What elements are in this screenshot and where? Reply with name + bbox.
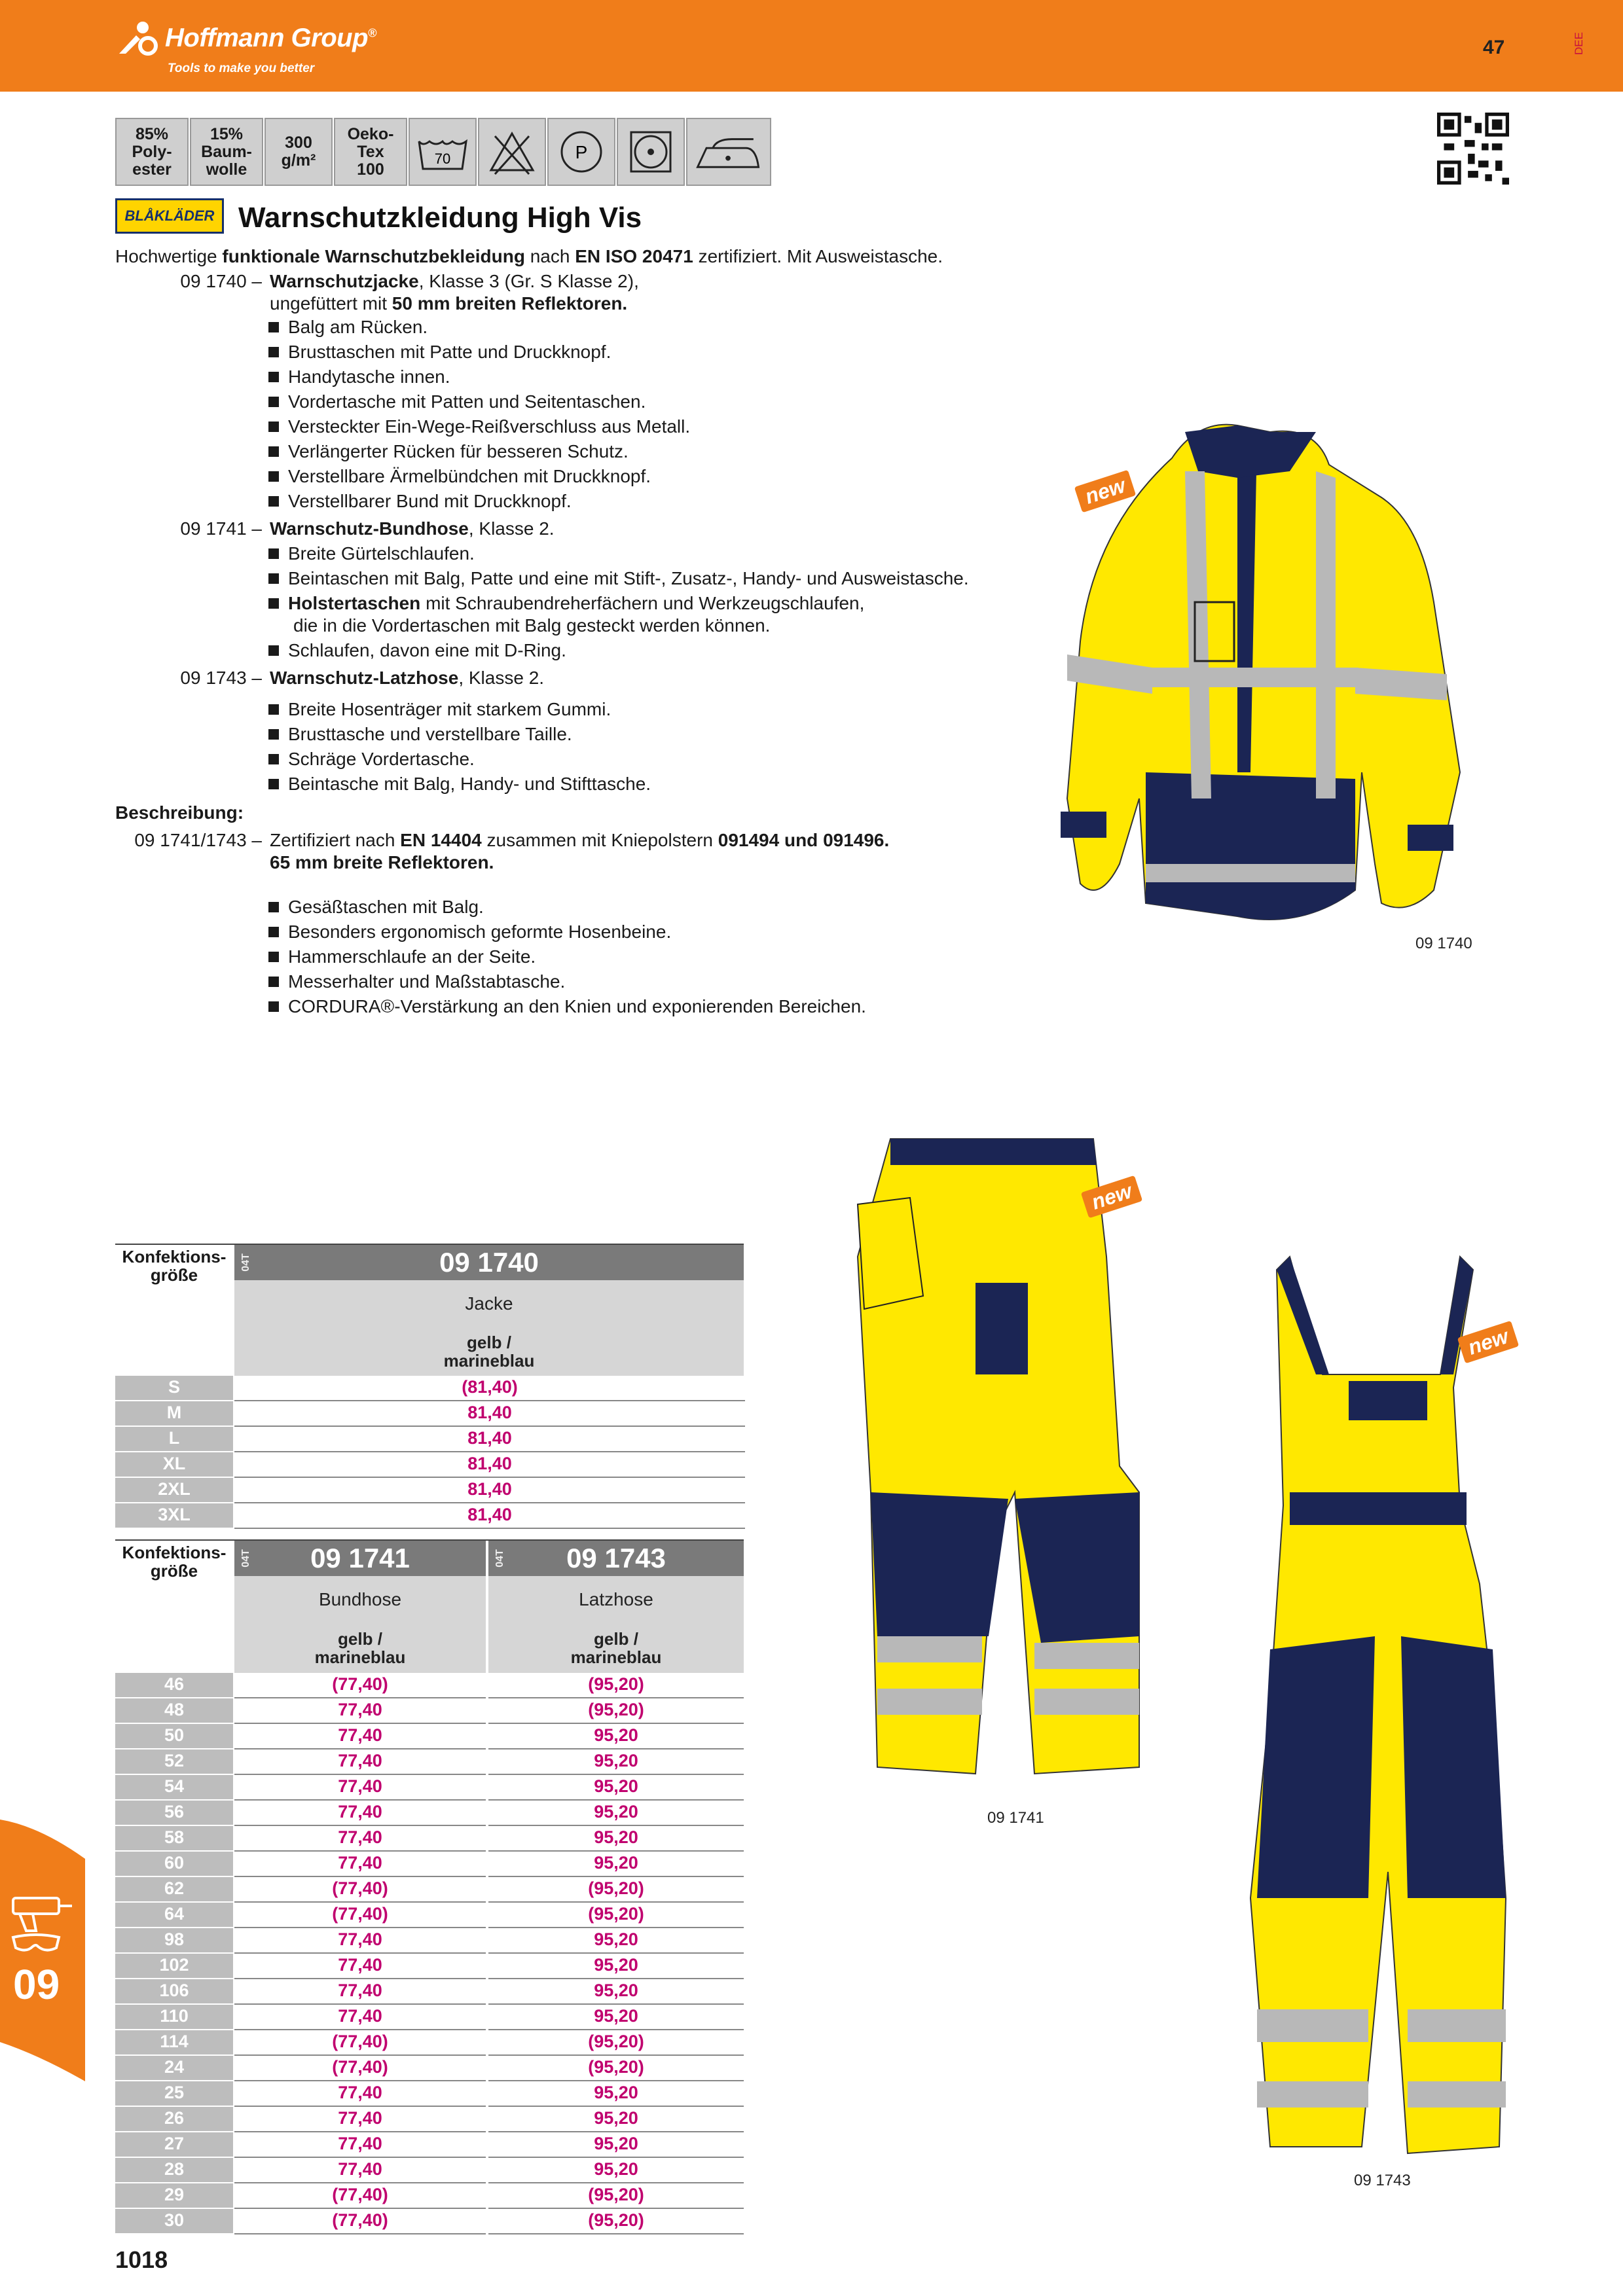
price-cell-latzhose: 95,20 [488, 1775, 744, 1801]
table-row [115, 2107, 744, 2132]
table-row [115, 2158, 744, 2183]
price-cell-bundhose: 77,40 [234, 1749, 486, 1775]
size-cell: 62 [115, 1877, 233, 1903]
table-row [115, 1478, 745, 1503]
feature-bullet: Verstellbarer Bund mit Druckknopf. [268, 490, 572, 512]
size-cell: L [115, 1427, 233, 1452]
section-tab [0, 1820, 85, 2081]
table2-type-header-b: Latzhose [488, 1576, 744, 1623]
size-cell: XL [115, 1452, 233, 1478]
price-cell-bundhose: 77,40 [234, 2132, 486, 2158]
price-cell-bundhose: 77,40 [234, 1852, 486, 1877]
price-cell-latzhose: (95,20) [488, 2209, 744, 2234]
svg-text:70: 70 [434, 151, 451, 167]
price-cell-latzhose: 95,20 [488, 2005, 744, 2030]
table-row [115, 1452, 745, 1478]
size-cell: 60 [115, 1852, 233, 1877]
price-cell-latzhose: (95,20) [488, 2183, 744, 2209]
feature-bullet: Handytasche innen. [268, 366, 450, 388]
table-row [115, 2081, 744, 2107]
material-oekotex: Oeko- Tex 100 [334, 118, 407, 186]
price-cell-bundhose: (77,40) [234, 2183, 486, 2209]
price-cell-latzhose: (95,20) [488, 1877, 744, 1903]
price-cell-latzhose: 95,20 [488, 1852, 744, 1877]
table1-size-label: Konfektions- größe [122, 1247, 227, 1285]
price-cell: 81,40 [234, 1427, 745, 1452]
item-code: 09 1740 – [180, 271, 262, 291]
price-cell: 81,40 [234, 1478, 745, 1503]
size-cell: 54 [115, 1775, 233, 1801]
price-cell-latzhose: 95,20 [488, 1826, 744, 1852]
price-cell-latzhose: 95,20 [488, 1724, 744, 1749]
size-cell: 3XL [115, 1503, 233, 1529]
price-cell-bundhose: (77,40) [234, 1903, 486, 1928]
table2-size-label: Konfektions- größe [122, 1543, 227, 1581]
price-cell-bundhose: 77,40 [234, 1724, 486, 1749]
feature-bullet: Holstertaschen mit Schraubendreherfächern und Werkzeugschlaufen, [268, 592, 864, 615]
price-cell: 81,40 [234, 1452, 745, 1478]
tumble-dry-icon [617, 118, 685, 186]
table-row [115, 1698, 744, 1724]
feature-bullet: Balg am Rücken. [268, 316, 428, 338]
table-row [115, 1877, 744, 1903]
size-cell: 106 [115, 1979, 233, 2005]
price-cell-latzhose: 95,20 [488, 1979, 744, 2005]
size-cell: 27 [115, 2132, 233, 2158]
new-badge: new [1074, 470, 1137, 513]
table-row [115, 1427, 745, 1452]
price-cell-latzhose: 95,20 [488, 2081, 744, 2107]
price-cell-bundhose: 77,40 [234, 1801, 486, 1826]
price-cell-latzhose: 95,20 [488, 1801, 744, 1826]
table2-article-header-b: 04T 09 1743 [488, 1541, 744, 1576]
price-cell-bundhose: 77,40 [234, 1826, 486, 1852]
feature-bullet: Verstellbare Ärmelbündchen mit Druckknopf. [268, 465, 651, 488]
section-number: 09 [13, 1961, 60, 2008]
size-cell: 56 [115, 1801, 233, 1826]
price-cell-latzhose: 95,20 [488, 1928, 744, 1954]
feature-bullet: Vordertasche mit Patten und Seitentaschen. [268, 391, 646, 413]
price-cell-bundhose: 77,40 [234, 2081, 486, 2107]
size-cell: 102 [115, 1954, 233, 1979]
size-cell: 50 [115, 1724, 233, 1749]
brand-name: Hoffmann Group® [165, 24, 376, 52]
size-cell: 46 [115, 1673, 233, 1698]
table-row [115, 1775, 744, 1801]
price-cell-latzhose: (95,20) [488, 2030, 744, 2056]
price-cell-bundhose: (77,40) [234, 1877, 486, 1903]
table-row [115, 1801, 744, 1826]
table-row [115, 2056, 744, 2081]
table-row [115, 1749, 744, 1775]
svg-text:P: P [575, 142, 588, 162]
feature-bullet: Schlaufen, davon eine mit D-Ring. [268, 639, 566, 662]
price-cell-bundhose: 77,40 [234, 1928, 486, 1954]
dry-clean-p-icon [547, 118, 615, 186]
price-cell: (81,40) [234, 1376, 745, 1401]
size-cell: 48 [115, 1698, 233, 1724]
table-row [115, 2030, 744, 2056]
feature-bullet: Brusttasche und verstellbare Taille. [268, 723, 572, 745]
table-row [115, 1401, 745, 1427]
qr-code[interactable] [1437, 113, 1509, 185]
price-cell-bundhose: (77,40) [234, 2030, 486, 2056]
table1-color-header: gelb / marineblau [234, 1327, 744, 1376]
new-badge: new [1457, 1321, 1520, 1364]
feature-bullet: Breite Hosenträger mit starkem Gummi. [268, 698, 611, 721]
price-cell-latzhose: 95,20 [488, 1954, 744, 1979]
table2-article-header-a: 04T 09 1741 [234, 1541, 486, 1576]
blaklader-logo: BLÅKLÄDER [115, 198, 224, 234]
price-cell-bundhose: (77,40) [234, 1673, 486, 1698]
product-intro: Hochwertige funktionale Warnschutzbekleidung nach EN ISO 20471 zertifiziert. Mit Ausweistasche. [115, 246, 943, 266]
item-code: 09 1743 – [180, 668, 262, 688]
table1-type-header: Jacke [234, 1280, 744, 1327]
table-row [115, 2209, 744, 2234]
table-row [115, 1852, 744, 1877]
size-cell: 26 [115, 2107, 233, 2132]
price-cell-bundhose: 77,40 [234, 1954, 486, 1979]
price-cell-bundhose: 77,40 [234, 2107, 486, 2132]
size-cell: M [115, 1401, 233, 1427]
table-row [115, 1979, 744, 2005]
price-cell-latzhose: 95,20 [488, 2158, 744, 2183]
price-cell-latzhose: (95,20) [488, 1698, 744, 1724]
hoffmann-logo-icon [117, 20, 162, 59]
price-cell-latzhose: (95,20) [488, 1903, 744, 1928]
table-row [115, 1954, 744, 1979]
size-cell: 52 [115, 1749, 233, 1775]
wash-70-icon [409, 118, 477, 186]
material-polyester: 85% Poly- ester [115, 118, 189, 186]
feature-bullet: Schräge Vordertasche. [268, 748, 475, 770]
new-badge: new [1081, 1175, 1143, 1219]
feature-bullet: Besonders ergonomisch geformte Hosenbeine. [268, 921, 671, 943]
table-row [115, 1673, 744, 1698]
item-title: Warnschutz-Bundhose, Klasse 2. [270, 518, 555, 539]
feature-bullet: Gesäßtaschen mit Balg. [268, 896, 484, 918]
price-cell: 81,40 [234, 1401, 745, 1427]
feature-bullet: Beintasche mit Balg, Handy- und Stifttasche. [268, 773, 651, 795]
item-code: 09 1741/1743 – [134, 830, 262, 850]
jacket-caption: 09 1740 [1415, 935, 1472, 952]
size-cell: 110 [115, 2005, 233, 2030]
price-cell-latzhose: 95,20 [488, 1749, 744, 1775]
price-cell-latzhose: (95,20) [488, 2056, 744, 2081]
no-bleach-icon [478, 118, 546, 186]
iron-icon [686, 118, 771, 186]
feature-bullet: Breite Gürtelschlaufen. [268, 543, 475, 565]
brand-tagline: Tools to make you better [168, 62, 315, 75]
size-cell: 25 [115, 2081, 233, 2107]
size-cell: 114 [115, 2030, 233, 2056]
price-cell-bundhose: 77,40 [234, 1979, 486, 2005]
feature-bullet-continuation: die in die Vordertaschen mit Balg gesteckt werden können. [293, 615, 771, 636]
pants-image [845, 1126, 1152, 1793]
material-cotton: 15% Baum- wolle [190, 118, 263, 186]
size-cell: 98 [115, 1928, 233, 1954]
catalog-page-number: 47 [1483, 37, 1505, 58]
description-line: Zertifiziert nach EN 14404 zusammen mit Kniepolstern 091494 und 091496. [270, 830, 890, 850]
table-row [115, 2132, 744, 2158]
table2-type-header-a: Bundhose [234, 1576, 486, 1623]
price-cell: 81,40 [234, 1503, 745, 1529]
price-cell-bundhose: 77,40 [234, 2158, 486, 2183]
table-row [115, 1903, 744, 1928]
price-cell-bundhose: (77,40) [234, 2056, 486, 2081]
price-cell-bundhose: (77,40) [234, 2209, 486, 2234]
size-cell: 64 [115, 1903, 233, 1928]
table-row [115, 1928, 744, 1954]
price-cell-latzhose: 95,20 [488, 2132, 744, 2158]
table-row [115, 1503, 745, 1529]
table1-article-header: 04T 09 1740 [234, 1245, 744, 1280]
table2-color-header-a: gelb / marineblau [234, 1623, 486, 1673]
feature-bullet: Hammerschlaufe an der Seite. [268, 946, 536, 968]
item-code: 09 1741 – [180, 518, 262, 539]
feature-bullet: CORDURA®-Verstärkung an den Knien und exponierenden Bereichen. [268, 996, 866, 1018]
overall-image [1244, 1244, 1532, 2160]
table2-color-header-b: gelb / marineblau [488, 1623, 744, 1673]
table-row [115, 2183, 744, 2209]
price-cell-latzhose: 95,20 [488, 2107, 744, 2132]
price-cell-bundhose: 77,40 [234, 2005, 486, 2030]
size-cell: 29 [115, 2183, 233, 2209]
folio-number: 1018 [115, 2246, 168, 2273]
item-title: Warnschutz-Latzhose, Klasse 2. [270, 668, 545, 688]
language-code: DEE [1573, 32, 1585, 55]
feature-bullet: Messerhalter und Maßstabtasche. [268, 971, 565, 993]
size-cell: 2XL [115, 1478, 233, 1503]
description-line: 65 mm breite Reflektoren. [270, 852, 494, 872]
size-cell: 24 [115, 2056, 233, 2081]
material-weight: 300 g/m² [264, 118, 333, 186]
table-row [115, 1826, 744, 1852]
feature-bullet: Verlängerter Rücken für besseren Schutz. [268, 440, 629, 463]
product-title: Warnschutzkleidung High Vis [238, 202, 642, 234]
size-cell: S [115, 1376, 233, 1401]
price-cell-bundhose: 77,40 [234, 1775, 486, 1801]
size-cell: 58 [115, 1826, 233, 1852]
size-cell: 30 [115, 2209, 233, 2234]
description-heading: Beschreibung: [115, 802, 244, 823]
table-row [115, 2005, 744, 2030]
pants-caption: 09 1741 [987, 1809, 1044, 1827]
table-row [115, 1376, 745, 1401]
overall-caption: 09 1743 [1354, 2172, 1411, 2189]
size-cell: 28 [115, 2158, 233, 2183]
table-row [115, 1724, 744, 1749]
feature-bullet: Brusttaschen mit Patte und Druckknopf. [268, 341, 611, 363]
feature-bullet: Versteckter Ein-Wege-Reißverschluss aus Metall. [268, 416, 690, 438]
feature-bullet: Beintaschen mit Balg, Patte und eine mit Stift-, Zusatz-, Handy- und Ausweistasche. [268, 567, 969, 590]
price-cell-bundhose: 77,40 [234, 1698, 486, 1724]
price-cell-latzhose: (95,20) [488, 1673, 744, 1698]
item-title: Warnschutzjacke, Klasse 3 (Gr. S Klasse 2), [270, 271, 639, 291]
item-subline: ungefüttert mit 50 mm breiten Reflektoren. [270, 293, 628, 314]
